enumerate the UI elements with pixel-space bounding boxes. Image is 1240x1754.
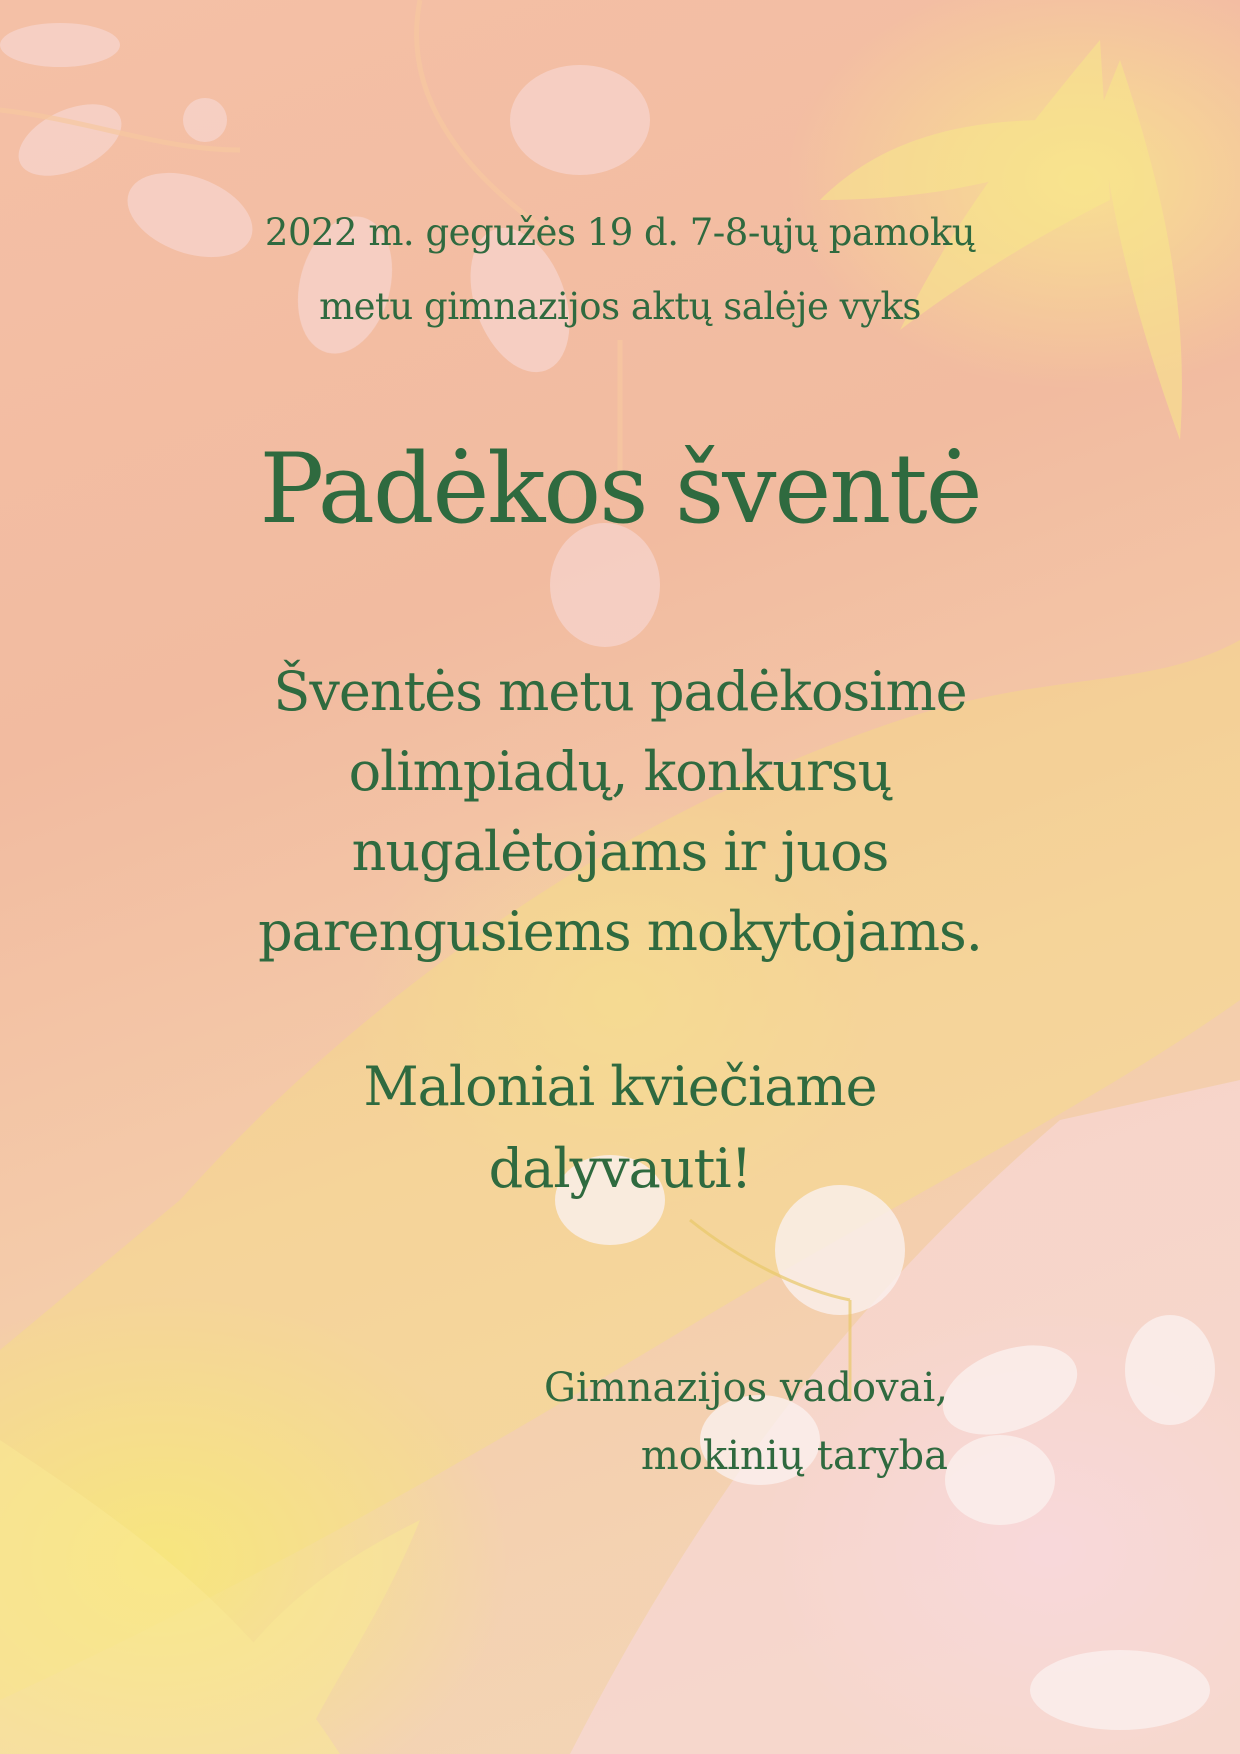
event-description [0, 652, 1240, 972]
invitation-line: dalyvauti! [488, 1137, 752, 1200]
description-line: parengusiems mokytojams. [258, 900, 982, 963]
description-line: nugalėtojams ir juos [351, 820, 889, 883]
invitation-line: Maloniai kviečiame [363, 1055, 877, 1118]
invitation [0, 1046, 1240, 1210]
signature [0, 1354, 948, 1490]
description-line: olimpiadų, konkursų [348, 740, 892, 803]
signature-line: mokinių taryba [640, 1433, 948, 1479]
event-title: Padėkos šventė [259, 433, 981, 545]
event-intro-line-1: 2022 m. gegužės 19 d. 7-8-ųjų pamokų [264, 211, 976, 254]
description-line: Šventės metu padėkosime [273, 660, 967, 723]
event-intro-line-2: metu gimnazijos aktų salėje vyks [319, 285, 921, 328]
event-intro [0, 196, 1240, 344]
signature-line: Gimnazijos vadovai, [544, 1365, 948, 1411]
